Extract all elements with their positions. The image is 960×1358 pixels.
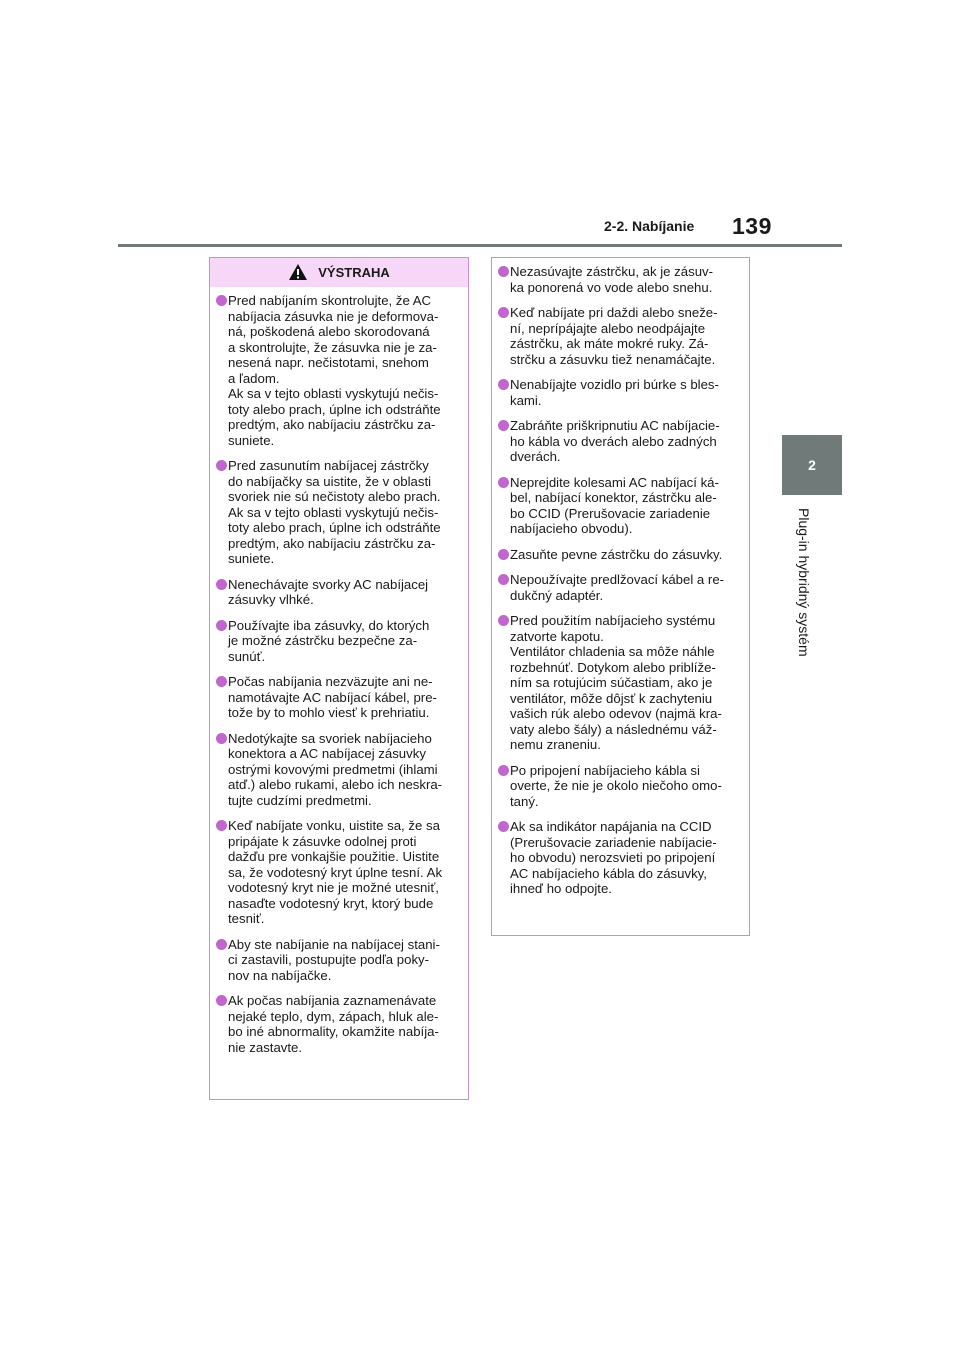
section-title: 2-2. Nabíjanie xyxy=(604,218,695,234)
list-item xyxy=(492,572,749,603)
list-item xyxy=(492,819,749,897)
list-item xyxy=(210,293,468,448)
list-item xyxy=(492,264,749,295)
list-item xyxy=(210,731,468,809)
list-item xyxy=(210,993,468,1055)
list-item xyxy=(492,377,749,408)
bullet-icon xyxy=(216,939,227,950)
list-item-text: Nepoužívajte predlžovací kábel a re- dukčný adaptér. xyxy=(510,572,725,603)
bullet-icon xyxy=(216,620,227,631)
list-item-text: Nedotýkajte sa svoriek nabíjacieho konektora a AC nabíjacej zásuvky ostrými kovovými predmetmi (ihlami atď.) alebo rukami, alebo ich neskra- tujte cudzími predmetmi. xyxy=(228,730,443,808)
list-item-text: Zasuňte pevne zástrčku do zásuvky. xyxy=(510,546,723,562)
list-item-text: Pred použitím nabíjacieho systému zatvorte kapotu. Ventilátor chladenia sa môže náhle rozbehnúť. Dotykom alebo priblíže- ním sa rotujúcim súčastiam, ako je ventilátor, môže dôjsť k zachyteniu vašich rúk alebo odevov (najmä kra- vaty alebo šály) a následnému váž- nemu zraneniu. xyxy=(510,613,722,752)
list-item-text: Keď nabíjate pri daždi alebo sneže- ní, neprípájajte alebo neodpájajte zástrčku, ak máte mokré ruky. Zá- strčku a zásuvku tiež nenamáčajte. xyxy=(510,305,718,367)
list-item-text: Nezasúvajte zástrčku, ak je zásuv- ka ponorená vo vode alebo snehu. xyxy=(510,264,714,295)
list-item-text: Nenabíjajte vozidlo pri búrke s bles- kami. xyxy=(510,377,719,408)
bullet-icon xyxy=(498,574,509,585)
warning-list-right xyxy=(492,258,749,897)
bullet-icon xyxy=(498,307,509,318)
list-item-text: Zabráňte priškripnutiu AC nabíjacie- ho kábla vo dverách alebo zadných dverách. xyxy=(510,418,720,464)
warning-label: VÝSTRAHA xyxy=(318,264,390,280)
bullet-icon xyxy=(498,615,509,626)
chapter-tab xyxy=(782,435,842,495)
warning-header xyxy=(210,258,468,287)
warning-box-left xyxy=(209,257,469,1100)
list-item-text: Nenechávajte svorky AC nabíjacej zásuvky vlhké. xyxy=(228,576,429,607)
bullet-icon xyxy=(216,676,227,687)
list-item-text: Po pripojení nabíjacieho kábla si overte, že nie je okolo niečoho omo- taný. xyxy=(510,762,722,809)
bullet-icon xyxy=(498,549,509,560)
bullet-icon xyxy=(216,579,227,590)
list-item xyxy=(210,458,468,567)
list-item-text: Používajte iba zásuvky, do ktorých je možné zástrčku bezpečne za- sunúť. xyxy=(228,617,430,664)
warning-triangle-icon xyxy=(288,263,308,281)
chapter-title: Plug-in hybridný systém xyxy=(796,508,812,657)
list-item-text: Aby ste nabíjanie na nabíjacej stani- ci zastavili, postupujte podľa poky- nov na nabíjačke. xyxy=(228,936,440,983)
list-item xyxy=(210,674,468,721)
bullet-icon xyxy=(498,266,509,277)
bullet-icon xyxy=(216,820,227,831)
list-item-text: Keď nabíjate vonku, uistite sa, že sa pripájate k zásuvke odolnej proti dažďu pre vonkajšie použitie. Uistite sa, že vodotesný kryt úplne tesní. Ak vodotesný kryt nie je možné utesniť, nasaďte vodotesný kryt, ktorý bude tesniť. xyxy=(228,818,443,926)
list-item-text: Ak počas nabíjania zaznamenávate nejaké teplo, dym, zápach, hluk ale- bo iné abnormality, okamžite nabíja- nie zastavte. xyxy=(228,993,439,1055)
bullet-icon xyxy=(498,379,509,390)
warning-box-right xyxy=(491,257,750,936)
list-item-text: Počas nabíjania nezväzujte ani ne- namotávajte AC nabíjací kábel, pre- tože by to mohlo viesť k prehriatiu. xyxy=(228,674,437,720)
bullet-icon xyxy=(498,821,509,832)
list-item-text: Pred nabíjaním skontrolujte, že AC nabíjacia zásuvka nie je deformova- ná, poškodená alebo skorodovaná a skontrolujte, že zásuvka nie je za- nesená napr. nečistotami, snehom a ľadom. Ak sa v tejto oblasti vyskytujú nečis- toty alebo prach, úplne ich odstráňte predtým, ako nabíjaciu zástrčku za- suniete. xyxy=(228,293,441,448)
list-item xyxy=(492,613,749,753)
list-item xyxy=(492,305,749,367)
list-item xyxy=(210,577,468,608)
chapter-number: 2 xyxy=(808,457,816,473)
list-item xyxy=(210,937,468,984)
list-item xyxy=(492,547,749,563)
warning-list-left xyxy=(210,287,468,1055)
page-number: 139 xyxy=(732,213,772,239)
list-item xyxy=(210,618,468,665)
list-item-text: Neprejdite kolesami AC nabíjací ká- bel, nabíjací konektor, zástrčku ale- bo CCID (Prerušovacie zariadenie nabíjacieho obvodu). xyxy=(510,474,719,536)
list-item xyxy=(210,818,468,927)
list-item xyxy=(492,475,749,537)
list-item-text: Ak sa indikátor napájania na CCID (Prerušovacie zariadenie nabíjacie- ho obvodu) nerozsvieti po pripojení AC nabíjacieho kábla do zásuvky, ihneď ho odpojte. xyxy=(510,819,717,896)
header-divider xyxy=(118,244,842,247)
bullet-icon xyxy=(216,733,227,744)
bullet-icon xyxy=(498,420,509,431)
bullet-icon xyxy=(498,765,509,776)
bullet-icon xyxy=(498,477,509,488)
bullet-icon xyxy=(216,460,227,471)
list-item xyxy=(492,418,749,465)
list-item-text: Pred zasunutím nabíjacej zástrčky do nabíjačky sa uistite, že v oblasti svoriek nie sú nečistoty alebo prach. Ak sa v tejto oblasti vyskytujú nečis- toty alebo prach, úplne ich odstráňte predtým, ako nabíjaciu zástrčku za- suniete. xyxy=(228,458,441,566)
bullet-icon xyxy=(216,295,227,306)
bullet-icon xyxy=(216,995,227,1006)
list-item xyxy=(492,763,749,810)
